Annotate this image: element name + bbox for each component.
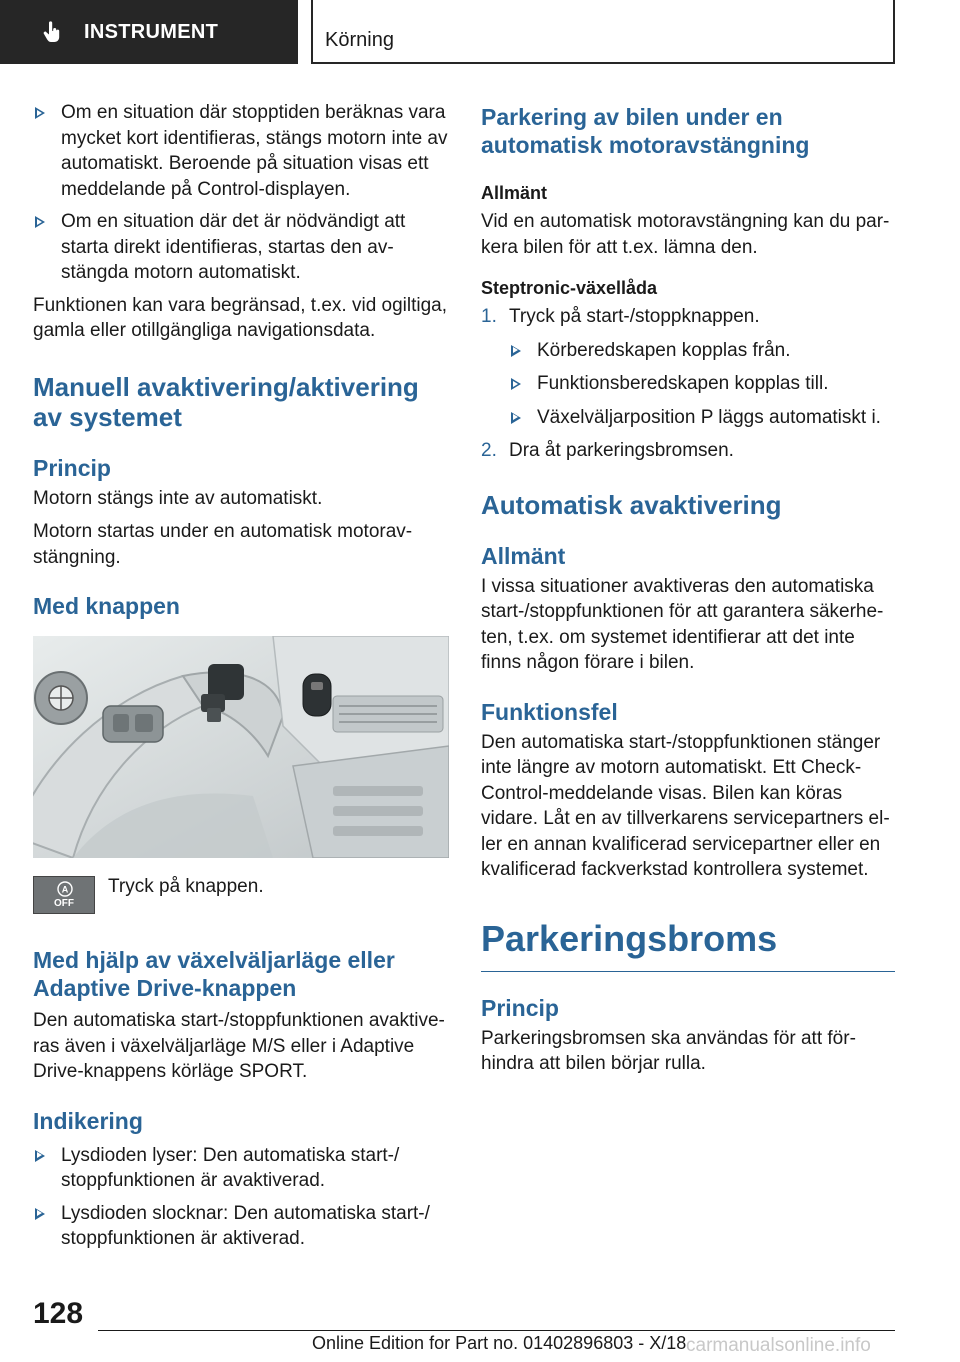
chapter-header bbox=[311, 0, 895, 64]
subheading-general: Allmänt bbox=[481, 183, 548, 203]
princip-brake-text: Parkeringsbromsen ska användas för att för-hindra att bilen börjar rulla. bbox=[481, 1027, 856, 1074]
triangle-bullet-icon bbox=[35, 107, 45, 119]
dashboard-illustration bbox=[33, 636, 449, 858]
heading-indication: Indikering bbox=[33, 1107, 143, 1134]
watermark: carmanualsonline.info bbox=[686, 1335, 871, 1356]
button-caption: Tryck på knappen. bbox=[108, 876, 264, 897]
footer-rule bbox=[98, 1330, 895, 1331]
heading-auto-deactivation: Automatisk avaktivering bbox=[481, 489, 782, 520]
fault-text: Den automatiska start-/stoppfunktionen stänger inte längre av motorn automatiskt. Ett Check-Control-meddelande visas. Bilen kan köras vidare. Låt en av tillverkarens servicepartners el-ler en annan kvalificerad servicepartner eller en kvalificerad fackverkstad kontrollera systemet. bbox=[481, 731, 890, 880]
heading-fault: Funktionsfel bbox=[481, 698, 618, 725]
triangle-bullet-icon bbox=[511, 378, 521, 390]
dashboard-photo bbox=[33, 636, 449, 858]
triangle-bullet-icon bbox=[35, 216, 45, 228]
heading-princip: Princip bbox=[33, 454, 111, 481]
page-number: 128 bbox=[33, 1297, 84, 1330]
section-tab bbox=[0, 0, 298, 64]
triangle-bullet-icon bbox=[35, 1150, 45, 1162]
princip-text-1: Motorn stängs inte av automatiskt. bbox=[33, 487, 323, 509]
auto-start-stop-symbol-icon bbox=[56, 880, 74, 898]
right-column bbox=[481, 100, 899, 1077]
heading-parking-brake: Parkeringsbroms bbox=[481, 917, 778, 959]
heading-parking: Parkering av bilen under en automatisk motoravstängning bbox=[481, 104, 810, 158]
list-item: Om en situation där det är nödvändigt att starta direkt identifieras, startas den av-stängda motorn automatiskt. bbox=[33, 209, 451, 286]
gear-text: Den automatiska start-/stoppfunktionen avaktive-ras även i växelväljarläge M/S eller i Adaptive Drive-knappens körläge SPORT. bbox=[33, 1010, 445, 1082]
step-item: 1. Tryck på start-/stoppknappen. Körberedskapen kopplas från. Funktionsberedskapen kopplas till. Växelväljarposition P läggs automatiskt i. bbox=[481, 304, 899, 430]
left-column bbox=[33, 100, 451, 1259]
numbered-steps bbox=[481, 304, 899, 464]
list-item: Lysdioden lyser: Den automatiska start-/ stoppfunktionen är avaktiverad. bbox=[33, 1143, 451, 1194]
heading-rule bbox=[481, 971, 895, 972]
heading-manual: Manuell avaktivering/aktivering av systemet bbox=[33, 371, 419, 432]
bullet-list-top bbox=[33, 100, 451, 286]
list-item: Körberedskapen kopplas från. bbox=[509, 338, 899, 364]
off-text: OFF bbox=[54, 898, 74, 909]
list-item: Om en situation där stopptiden beräknas vara mycket kort identifieras, stängs motorn inte av automatiskt. Beroende på situation visas ett meddelande på Control-displayen. bbox=[33, 100, 451, 202]
triangle-bullet-icon bbox=[511, 412, 521, 424]
hand-pointer-icon bbox=[40, 20, 64, 44]
auto-start-stop-off-button-icon bbox=[33, 876, 95, 914]
heading-princip-brake: Princip bbox=[481, 994, 559, 1021]
triangle-bullet-icon bbox=[35, 1208, 45, 1220]
section-label: INSTRUMENT bbox=[84, 20, 219, 43]
heading-button: Med knappen bbox=[33, 593, 180, 619]
edition-text: Online Edition for Part no. 01402896803 - X/18 bbox=[312, 1333, 687, 1353]
button-caption-row bbox=[33, 876, 451, 914]
step-item: 2. Dra åt parkeringsbromsen. bbox=[481, 440, 734, 461]
bullet-list-indication bbox=[33, 1143, 451, 1252]
triangle-bullet-icon bbox=[511, 345, 521, 357]
list-item: Lysdioden slocknar: Den automatiska start-/ stoppfunktionen är aktiverad. bbox=[33, 1201, 451, 1252]
allmant-text: I vissa situationer avaktiveras den automatiska start-/stoppfunktionen för att garantera säkerhe-ten, t.ex. om systemet identifierar att det inte finns någon förare i bilen. bbox=[481, 575, 884, 673]
subheading-steptronic: Steptronic-växellåda bbox=[481, 278, 658, 298]
general-text: Vid en automatisk motoravstängning kan du par-kera bilen för att t.ex. lämna den. bbox=[481, 211, 890, 258]
heading-gear: Med hjälp av växelväljarläge eller Adaptive Drive-knappen bbox=[33, 947, 395, 1001]
list-item: Växelväljarposition P läggs automatiskt i. bbox=[509, 405, 899, 431]
chapter-label: Körning bbox=[325, 29, 394, 51]
sub-bullet-list bbox=[509, 338, 899, 431]
svg-text:A: A bbox=[61, 884, 69, 895]
list-item: Funktionsberedskapen kopplas till. bbox=[509, 371, 899, 397]
princip-text-2: Motorn startas under en automatisk motorav-stängning. bbox=[33, 521, 413, 568]
paragraph-limited: Funktionen kan vara begränsad, t.ex. vid ogiltiga, gamla eller otillgängliga navigationsdata. bbox=[33, 294, 448, 341]
heading-allmant: Allmänt bbox=[481, 542, 566, 569]
